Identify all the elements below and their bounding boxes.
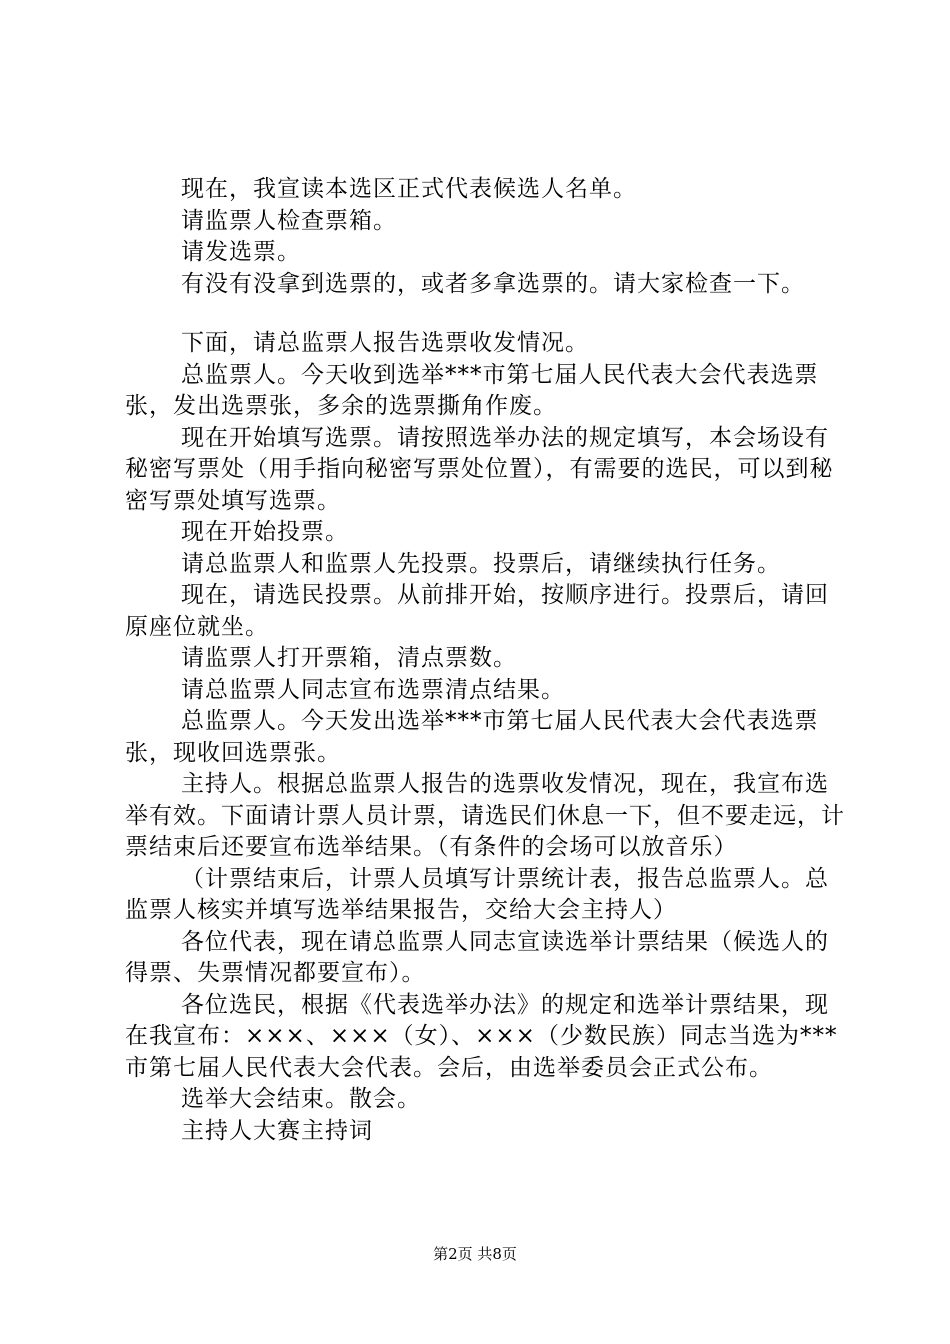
paragraph-13: 总监票人。今天发出选举***市第七届人民代表大会代表选票张，现收回选票张。 bbox=[125, 708, 819, 766]
paragraph-12: 请总监票人同志宣布选票清点结果。 bbox=[181, 676, 565, 703]
paragraph-4: 有没有没拿到选票的，或者多拿选票的。请大家检查一下。 bbox=[181, 270, 805, 297]
paragraph-gap bbox=[125, 300, 845, 328]
paragraph-9: 请总监票人和监票人先投票。投票后，请继续执行任务。 bbox=[181, 550, 781, 577]
paragraph-11: 请监票人打开票箱，清点票数。 bbox=[181, 645, 517, 671]
paragraph-3: 请发选票。 bbox=[181, 239, 301, 265]
page-number-footer: 第2页 共8页 bbox=[433, 1245, 517, 1263]
paragraph-15: （计票结束后，计票人员填写计票统计表，报告总监票人。总监票人核实并填写选举结果报告，交给大会主持人） bbox=[125, 865, 829, 923]
paragraph-16: 各位代表，现在请总监票人同志宣读选举计票结果（候选人的得票、失票情况都要宣布）。 bbox=[125, 928, 829, 986]
paragraph-19: 主持人大赛主持词 bbox=[181, 1117, 373, 1144]
paragraph-10: 现在，请选民投票。从前排开始，按顺序进行。投票后，请回原座位就坐。 bbox=[125, 582, 829, 640]
paragraph-7: 现在开始填写选票。请按照选举办法的规定填写，本会场设有秘密写票处（用手指向秘密写票处位置），有需要的选民，可以到秘密写票处填写选票。 bbox=[125, 424, 834, 514]
paragraph-14: 主持人。根据总监票人报告的选票收发情况，现在，我宣布选举有效。下面请计票人员计票，请选民们休息一下，但不要走远，计票结束后还要宣布选举结果。（有条件的会场可以放音乐） bbox=[125, 771, 845, 860]
paragraph-18: 选举大会结束。散会。 bbox=[181, 1086, 421, 1112]
paragraph-17: 各位选民，根据《代表选举办法》的规定和选举计票结果，现在我宣布：×××、×××（女）、×××（少数民族）同志当选为***市第七届人民代表大会代表。会后，由选举委员会正式公布。 bbox=[125, 991, 838, 1081]
document-body bbox=[125, 174, 845, 1147]
paragraph-8: 现在开始投票。 bbox=[181, 519, 349, 545]
paragraph-6: 总监票人。今天收到选举***市第七届人民代表大会代表选票张，发出选票张，多余的选票撕角作废。 bbox=[125, 361, 819, 419]
paragraph-5: 下面，请总监票人报告选票收发情况。 bbox=[181, 330, 589, 356]
paragraph-1: 现在，我宣读本选区正式代表候选人名单。 bbox=[181, 176, 637, 202]
paragraph-2: 请监票人检查票箱。 bbox=[181, 207, 397, 234]
